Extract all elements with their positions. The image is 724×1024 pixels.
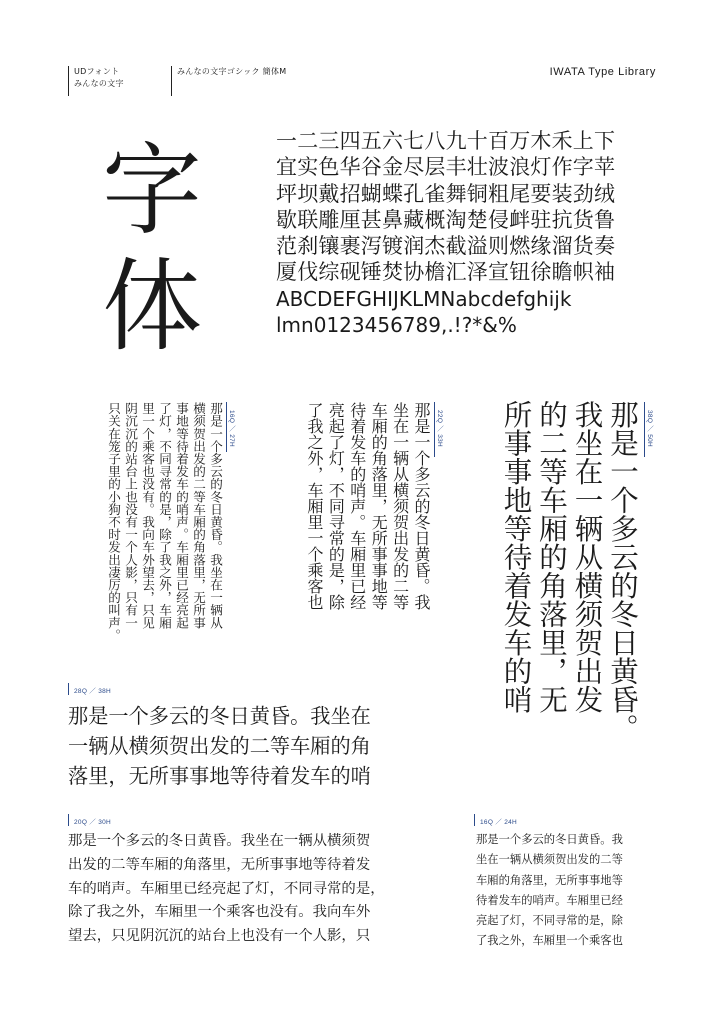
text-column: 待着发车的哨声。车厢里已经: [347, 402, 367, 610]
header-mid-rule: [171, 66, 172, 96]
text-column: 阴沉沉的站台上也没有一个人影，只有一: [123, 402, 138, 629]
text-column: 的二等车厢的角落里，无: [535, 400, 568, 714]
font-name: みんなの文字ゴシック 簡体M: [177, 67, 287, 76]
text-column: 坐在一辆从横须贺出发的二等: [390, 402, 410, 610]
text-column: 了我之外，车厢里一个乘客也: [304, 402, 324, 610]
spec-tick-28h: [68, 683, 69, 695]
vertical-text-22q: [304, 402, 432, 677]
spec-label-16v: 16Q ／ 27H: [228, 410, 235, 448]
latin-line: ABCDEFGHIJKLMNabcdefghijk: [276, 286, 572, 311]
text-line: 坐在一辆从横须贺出发的二等: [476, 853, 623, 867]
text-column: 我坐在一辆从横须贺出发: [570, 400, 604, 714]
charset-line: 一二三四五六七八九十百万木禾上下: [276, 129, 616, 153]
horizontal-text-20q: [68, 830, 385, 949]
spec-tick-20h: [68, 814, 69, 826]
text-line: 除了我之外，车厢里一个乘客也没有。我向车外: [68, 904, 371, 921]
text-column: 车厢的角落里，无所事事地等: [369, 402, 389, 610]
text-column: 横须贺出发的二等车厢的角落里，无所事: [191, 402, 206, 629]
spec-label-38v: 38Q ／ 50H: [646, 410, 653, 448]
spec-label-28h: 28Q ／ 38H: [74, 688, 112, 695]
text-line: 那是一个多云的冬日黄昏。我: [476, 833, 623, 846]
text-line: 车的哨声。车厢里已经亮起了灯，不同寻常的是，: [68, 880, 385, 897]
charset-block: [276, 128, 615, 338]
text-line: 车厢的角落里，无所事事地等: [476, 873, 623, 887]
brand-name: IWATA Type Library: [549, 66, 656, 78]
text-column: 所事事地等待着发车的哨: [499, 400, 533, 714]
vertical-text-38q: [498, 400, 640, 760]
text-line: 出发的二等车厢的角落里，无所事事地等待着发: [68, 856, 371, 873]
spec-label-16h: 16Q ／ 24H: [480, 819, 518, 826]
text-column: 那是一个多云的冬日黄昏。: [606, 400, 639, 742]
latin-line: lmn0123456789,.!?*&%: [276, 313, 517, 338]
text-line: 亮起了灯，不同寻常的是，除: [476, 914, 623, 928]
vertical-text-16q: [105, 402, 224, 692]
font-family-sub: みんなの文字: [74, 79, 124, 88]
charset-line: 范刹镶裹泻镀润杰截溢则燃缘溜货奏: [276, 234, 616, 259]
text-line: 望去，只见阴沉沉的站台上也没有一个人影，只: [68, 928, 371, 945]
charset-line: 宜实色华谷金尽层丰壮波浪灯作字苹: [276, 155, 616, 180]
text-line: 待着发车的哨声。车厢里已经: [476, 893, 623, 907]
hero-char-2: 体: [102, 248, 202, 365]
text-line: 落里，无所事事地等待着发车的哨: [68, 763, 371, 788]
horizontal-text-16q: [476, 830, 623, 952]
charset-line: 厦伐综砚锤焚协檐汇泽宣钮徐瞻帜袖: [276, 260, 616, 285]
text-column: 里一个乘客也没有。我向车外望去，只见: [140, 402, 155, 629]
text-line: 了我之外，车厢里一个乘客也: [476, 934, 623, 948]
spec-label-22v: 22Q ／ 33H: [436, 410, 443, 448]
hero-char-1: 字: [102, 132, 202, 249]
text-column: 了灯，不同寻常的是，除了我之外，车厢: [157, 402, 172, 629]
text-line: 一辆从横须贺出发的二等车厢的角: [68, 733, 371, 758]
text-column: 只关在笼子里的小狗不时发出凄厉的叫声。: [106, 402, 121, 642]
text-line: 那是一个多云的冬日黄昏。我坐在一辆从横须贺: [68, 833, 371, 849]
spec-label-20h: 20Q ／ 30H: [74, 819, 112, 826]
font-family-label: UDフォント: [74, 67, 120, 76]
header-left-rule: [68, 66, 69, 96]
text-column: 那是一个多云的冬日黄昏。我: [412, 402, 431, 610]
text-column: 亮起了灯，不同寻常的是，除: [326, 402, 346, 610]
header-font-label: [74, 66, 124, 90]
text-line: 那是一个多云的冬日黄昏。我坐在: [68, 704, 371, 728]
charset-line: 坪坝戴招蝴蝶孔雀舞铜粗尾要装劲绒: [276, 181, 616, 206]
text-column: 事地等待着发车的哨声。车厢里已经亮起: [174, 402, 189, 629]
horizontal-text-28q: [68, 702, 371, 791]
charset-line: 歇联雕厘甚鼻藏概淘楚侵衅驻抗货鲁: [276, 207, 616, 232]
text-column: 那是一个多云的冬日黄昏。我坐在一辆从: [208, 402, 223, 629]
spec-tick-16h: [474, 814, 475, 826]
